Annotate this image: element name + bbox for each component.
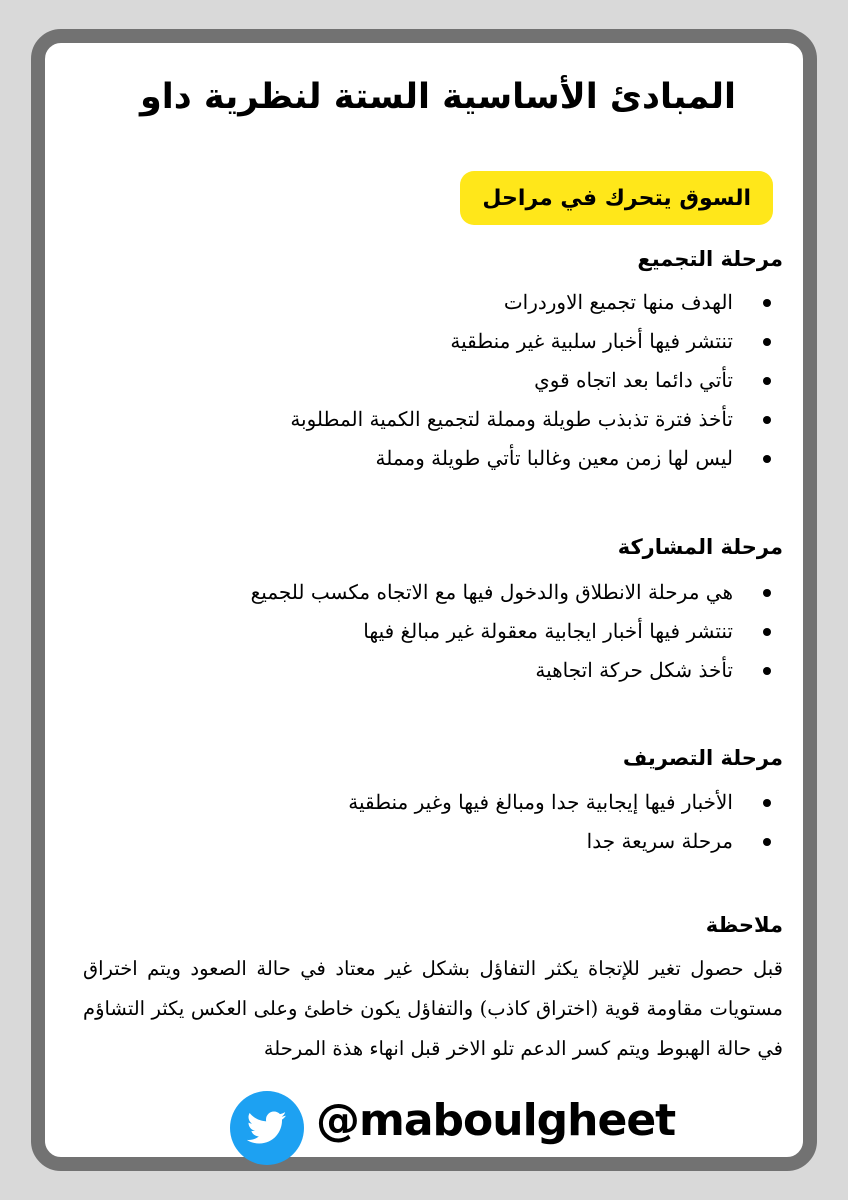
note-heading: ملاحظة bbox=[705, 913, 783, 937]
list-item: مرحلة سريعة جدا bbox=[348, 822, 783, 861]
list-item: تأخذ شكل حركة اتجاهية bbox=[251, 651, 783, 690]
section-heading-participation: مرحلة المشاركة bbox=[617, 535, 783, 559]
page-frame bbox=[31, 29, 817, 1171]
accumulation-list bbox=[290, 283, 783, 478]
list-item: تأتي دائما بعد اتجاه قوي bbox=[290, 361, 783, 400]
list-item: تنتشر فيها أخبار سلبية غير منطقية bbox=[290, 322, 783, 361]
twitter-bird-icon[interactable] bbox=[230, 1091, 304, 1165]
list-item: تنتشر فيها أخبار ايجابية معقولة غير مبالغ فيها bbox=[251, 612, 783, 651]
twitter-handle-row[interactable] bbox=[230, 1091, 676, 1167]
list-item: ليس لها زمن معين وغالبا تأتي طويلة ومملة bbox=[290, 439, 783, 478]
page-title: المبادئ الأساسية الستة لنظرية داو bbox=[139, 77, 736, 117]
highlight-badge: السوق يتحرك في مراحل bbox=[460, 171, 773, 225]
list-item: الهدف منها تجميع الاوردرات bbox=[290, 283, 783, 322]
page-content bbox=[45, 43, 803, 1157]
note-body: قبل حصول تغير للإتجاة يكثر التفاؤل بشكل غير معتاد في حالة الصعود ويتم اختراق مستويات مقاومة قوية (اختراق كاذب) والتفاؤل يكون خاطئ وعلى العكس يكثر التشاؤم في حالة الهبوط ويتم كسر الدعم تلو الاخر قبل انهاء هذة المرحلة bbox=[83, 957, 783, 1060]
section-heading-accumulation: مرحلة التجميع bbox=[637, 247, 783, 271]
list-item: هي مرحلة الانطلاق والدخول فيها مع الاتجاه مكسب للجميع bbox=[251, 573, 783, 612]
twitter-handle[interactable]: @maboulgheet bbox=[316, 1095, 676, 1146]
distribution-list bbox=[348, 783, 783, 861]
participation-list bbox=[251, 573, 783, 690]
list-item: تأخذ فترة تذبذب طويلة ومملة لتجميع الكمية المطلوبة bbox=[290, 400, 783, 439]
list-item: الأخبار فيها إيجابية جدا ومبالغ فيها وغير منطقية bbox=[348, 783, 783, 822]
section-heading-distribution: مرحلة التصريف bbox=[622, 746, 783, 770]
